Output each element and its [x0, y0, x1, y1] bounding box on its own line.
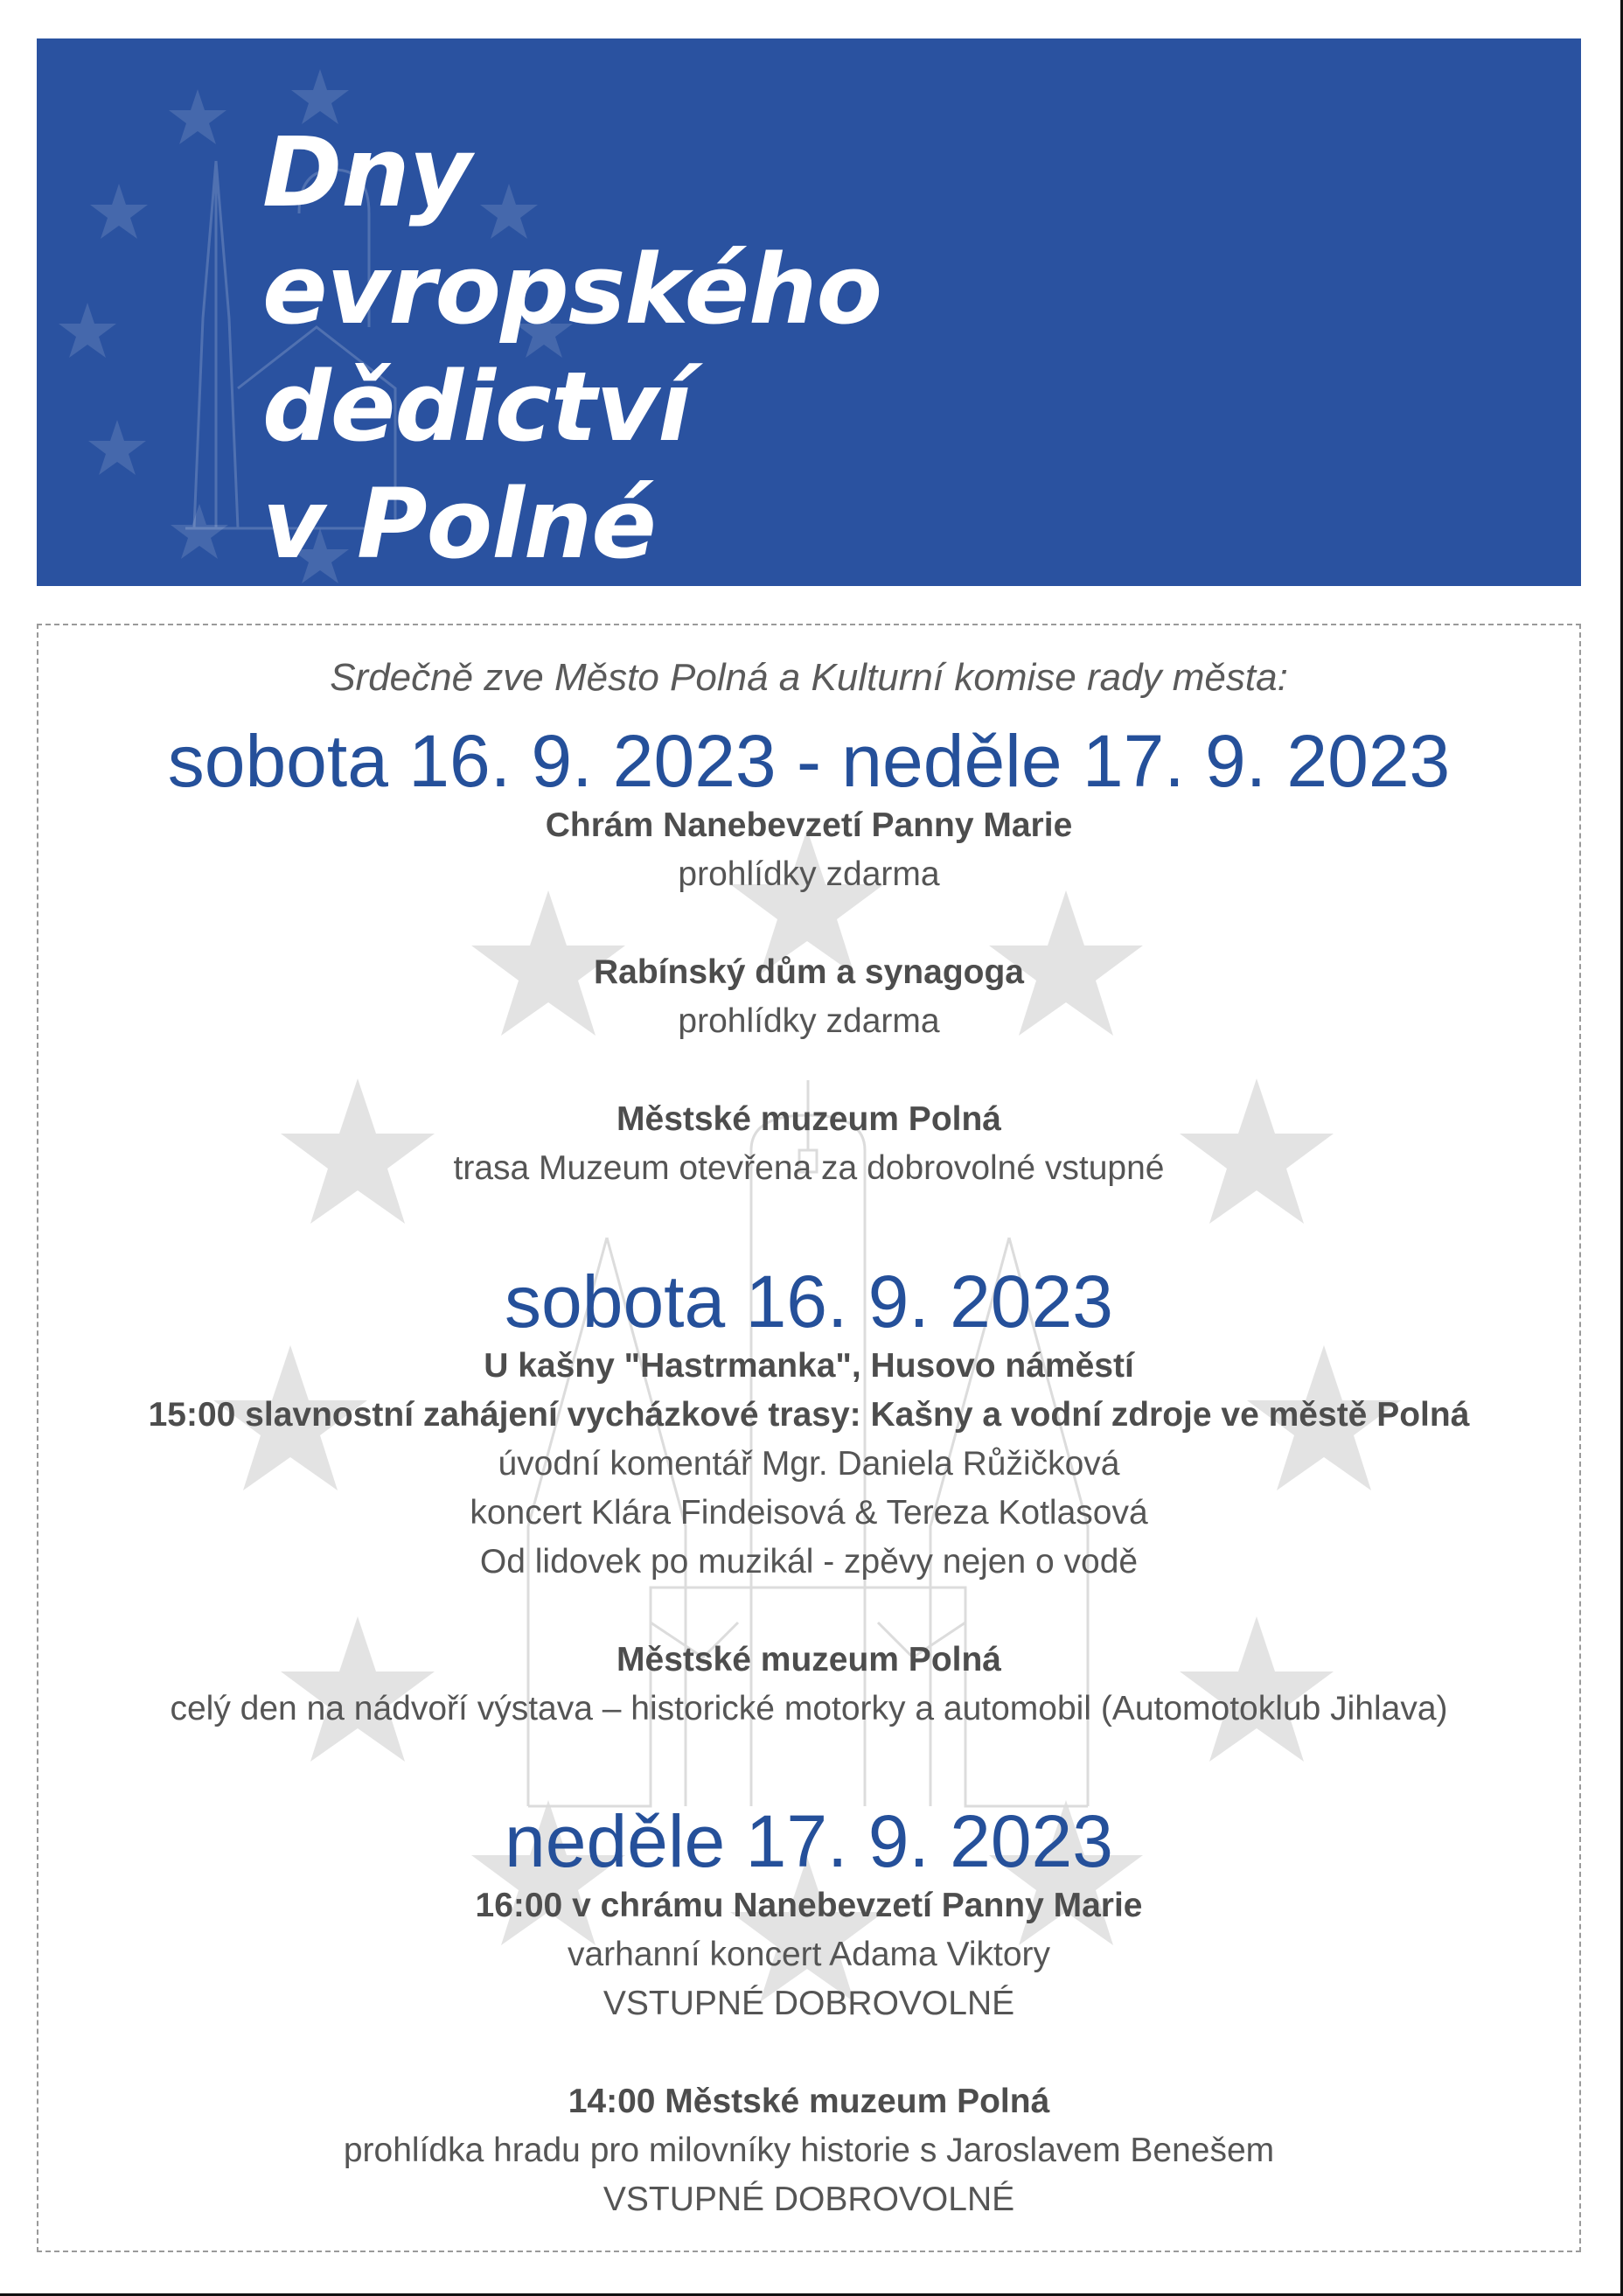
banner-title-line: Dny: [262, 116, 471, 228]
event-detail: Od lidovek po muzikál - zpěvy nejen o vodě: [479, 1543, 1139, 1581]
event-detail: celý den na nádvoří výstava – historické motorky a automobil (Automotoklub Jihlava): [170, 1690, 1448, 1727]
event-title: 16:00 v chrámu Nanebevzetí Panny Marie: [475, 1887, 1143, 1924]
star-icon: [171, 504, 228, 559]
banner-title-line: v Polné: [262, 468, 656, 580]
event-detail: VSTUPNÉ DOBROVOLNÉ: [603, 2181, 1015, 2218]
invitation-text: Srdečně zve Město Polná a Kulturní komise rady města:: [330, 656, 1288, 699]
event-detail: prohlídky zdarma: [678, 855, 940, 893]
star-icon: [169, 89, 226, 144]
event-detail: VSTUPNÉ DOBROVOLNÉ: [603, 1985, 1015, 2022]
star-icon: [59, 303, 116, 358]
event-title: Městské muzeum Polná: [616, 1641, 1001, 1678]
program-box: [37, 624, 1581, 2252]
event-title: Rabínský dům a synagoga: [594, 953, 1024, 991]
event-title: 14:00 Městské muzeum Polná: [568, 2083, 1050, 2120]
event-detail: koncert Klára Findeisová & Tereza Kotlasová: [470, 1494, 1148, 1532]
event-title: Městské muzeum Polná: [616, 1100, 1001, 1138]
header-banner: [37, 38, 1581, 586]
event-subtitle: 15:00 slavnostní zahájení vycházkové trasy: Kašny a vodní zdroje ve městě Polná: [148, 1396, 1470, 1434]
star-icon: [88, 420, 146, 475]
section-date: sobota 16. 9. 2023: [505, 1260, 1113, 1343]
event-detail: varhanní koncert Adama Viktory: [567, 1936, 1051, 1973]
banner-title-line: evropského: [262, 234, 882, 345]
event-title: Chrám Nanebevzetí Panny Marie: [545, 806, 1073, 844]
section-date: neděle 17. 9. 2023: [505, 1800, 1113, 1882]
event-detail: úvodní komentář Mgr. Daniela Růžičková: [498, 1445, 1120, 1483]
event-detail: prohlídky zdarma: [678, 1002, 940, 1040]
banner-title-line: dědictví: [262, 351, 690, 463]
star-icon: [90, 184, 148, 239]
event-title: U kašny "Hastrmanka", Husovo náměstí: [484, 1347, 1134, 1385]
event-detail: trasa Muzeum otevřena za dobrovolné vstupné: [453, 1149, 1165, 1187]
section-date: sobota 16. 9. 2023 - neděle 17. 9. 2023: [167, 720, 1451, 802]
event-detail: prohlídka hradu pro milovníky historie s Jaroslavem Benešem: [343, 2132, 1275, 2169]
banner-title: [262, 114, 881, 583]
